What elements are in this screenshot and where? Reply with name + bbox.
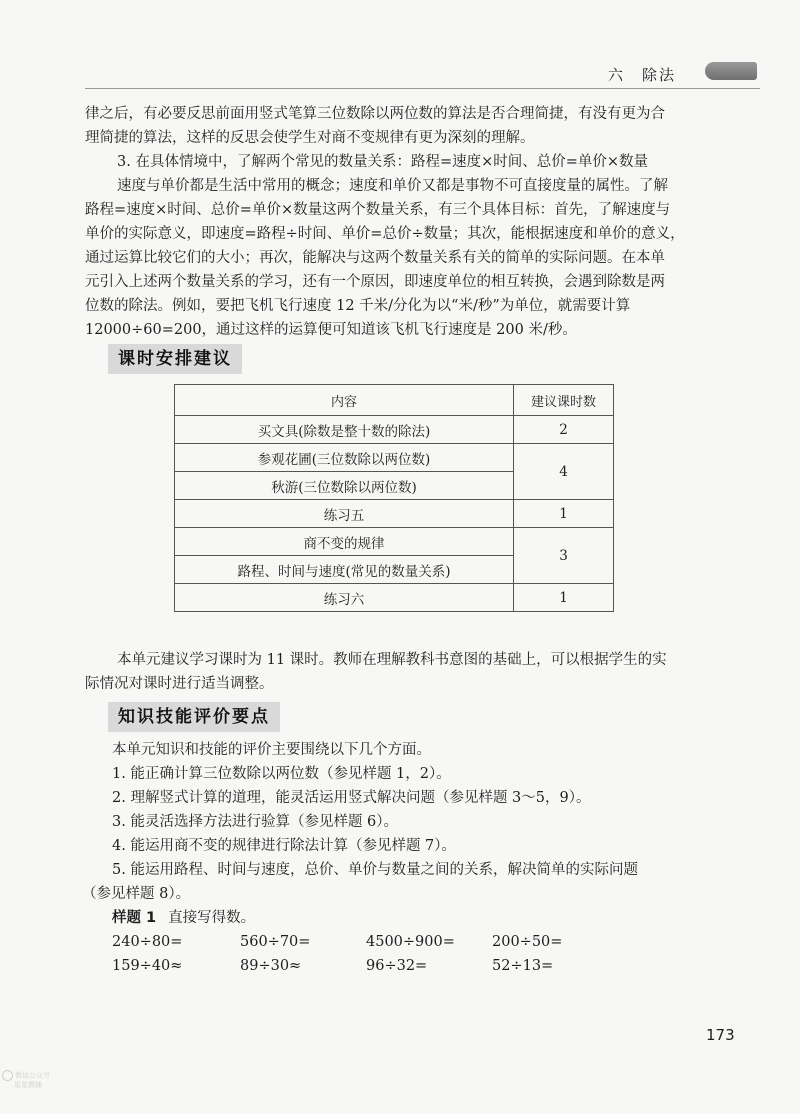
point3-section	[85, 150, 725, 342]
evaluation-intro: 本单元知识和技能的评价主要围绕以下几个方面。	[112, 742, 431, 758]
watermark-line: 微信公众号	[15, 1071, 50, 1080]
lesson-hours: 3	[514, 528, 614, 584]
point3-line: 位数的除法。例如，要把飞机飞行速度 12 千米/分化为以“米/秒”为单位，就需要计算	[85, 298, 631, 314]
calc-item: 159÷40≈	[112, 958, 183, 974]
chapter-tab-decoration	[705, 62, 757, 80]
table-row	[175, 500, 614, 528]
calc-item: 560÷70=	[240, 934, 311, 950]
intro-paragraph	[85, 102, 725, 150]
lesson-hours: 1	[514, 500, 614, 528]
schedule-table	[174, 384, 614, 612]
point3-line: 单价的实际意义，即速度=路程÷时间、单价=总价÷数量；其次，能根据速度和单价的意义，	[85, 226, 685, 242]
sample-instruction: 直接写得数。	[168, 910, 256, 926]
lesson-hours: 2	[514, 416, 614, 444]
chapter-title: 六 除法	[608, 66, 677, 84]
intro-line: 律之后，有必要反思前面用竖式笔算三位数除以两位数的算法是否合理简捷，有没有更为合	[85, 106, 665, 122]
lesson-content: 练习五	[175, 500, 514, 528]
column-header-hours: 建议课时数	[514, 385, 614, 416]
sample-label: 样题 1	[112, 910, 157, 926]
lesson-content: 商不变的规律	[175, 528, 514, 556]
lesson-content: 路程、时间与速度(常见的数量关系)	[175, 556, 514, 584]
evaluation-item: 5. 能运用路程、时间与速度，总价、单价与数量之间的关系，解决简单的实际问题	[112, 862, 638, 878]
evaluation-item: 4. 能运用商不变的规律进行除法计算（参见样题 7）。	[112, 838, 457, 854]
table-row	[175, 416, 614, 444]
lesson-hours: 4	[514, 444, 614, 500]
watermark	[2, 1070, 62, 1090]
header-divider	[85, 88, 760, 89]
lesson-hours: 1	[514, 584, 614, 612]
watermark-icon	[2, 1070, 13, 1081]
intro-line: 理简捷的算法，这样的反思会使学生对商不变规律有更为深刻的理解。	[85, 130, 535, 146]
point3-line: 元引入上述两个数量关系的学习，还有一个原因，即速度单位的相互转换，会遇到除数是两	[85, 274, 665, 290]
lesson-content: 买文具(除数是整十数的除法)	[175, 416, 514, 444]
table-row	[175, 584, 614, 612]
calc-item: 240÷80=	[112, 934, 183, 950]
calc-item: 52÷13=	[492, 958, 554, 974]
schedule-note	[85, 648, 725, 696]
calc-item: 4500÷900=	[366, 934, 455, 950]
table-row	[175, 444, 614, 472]
calc-item: 200÷50=	[492, 934, 563, 950]
table-header-row	[175, 385, 614, 416]
column-header-content: 内容	[175, 385, 514, 416]
watermark-line: 星星教辅	[14, 1081, 42, 1089]
evaluation-item-continuation: （参见样题 8）。	[82, 886, 191, 902]
evaluation-heading: 知识技能评价要点	[108, 702, 280, 732]
lesson-content: 秋游(三位数除以两位数)	[175, 472, 514, 500]
table-row	[175, 528, 614, 556]
point3-line: 速度与单价都是生活中常用的概念；速度和单价又都是事物不可直接度量的属性。了解	[117, 178, 668, 194]
point3-title: 3. 在具体情境中，了解两个常见的数量关系：路程=速度×时间、总价=单价×数量	[117, 154, 649, 170]
lesson-content: 练习六	[175, 584, 514, 612]
point3-line: 12000÷60=200，通过这样的运算便可知道该飞机飞行速度是 200 米/秒。	[85, 322, 577, 338]
page-number: 173	[706, 1026, 735, 1044]
point3-line: 路程=速度×时间、总价=单价×数量这两个数量关系，有三个具体目标：首先，了解速度与	[85, 202, 671, 218]
note-line: 际情况对课时进行适当调整。	[85, 676, 274, 692]
lesson-content: 参观花圃(三位数除以两位数)	[175, 444, 514, 472]
schedule-heading: 课时安排建议	[108, 344, 242, 374]
evaluation-item: 3. 能灵活选择方法进行验算（参见样题 6）。	[112, 814, 399, 830]
evaluation-item: 1. 能正确计算三位数除以两位数（参见样题 1，2）。	[112, 766, 451, 782]
calc-item: 96÷32=	[366, 958, 428, 974]
evaluation-item: 2. 理解竖式计算的道理，能灵活运用竖式解决问题（参见样题 3～5，9）。	[112, 790, 591, 806]
calc-item: 89÷30≈	[240, 958, 302, 974]
note-line: 本单元建议学习课时为 11 课时。教师在理解教科书意图的基础上，可以根据学生的实	[117, 652, 667, 668]
sample-1-title	[112, 906, 255, 930]
point3-line: 通过运算比较它们的大小；再次，能解决与这两个数量关系有关的简单的实际问题。在本单	[85, 250, 665, 266]
